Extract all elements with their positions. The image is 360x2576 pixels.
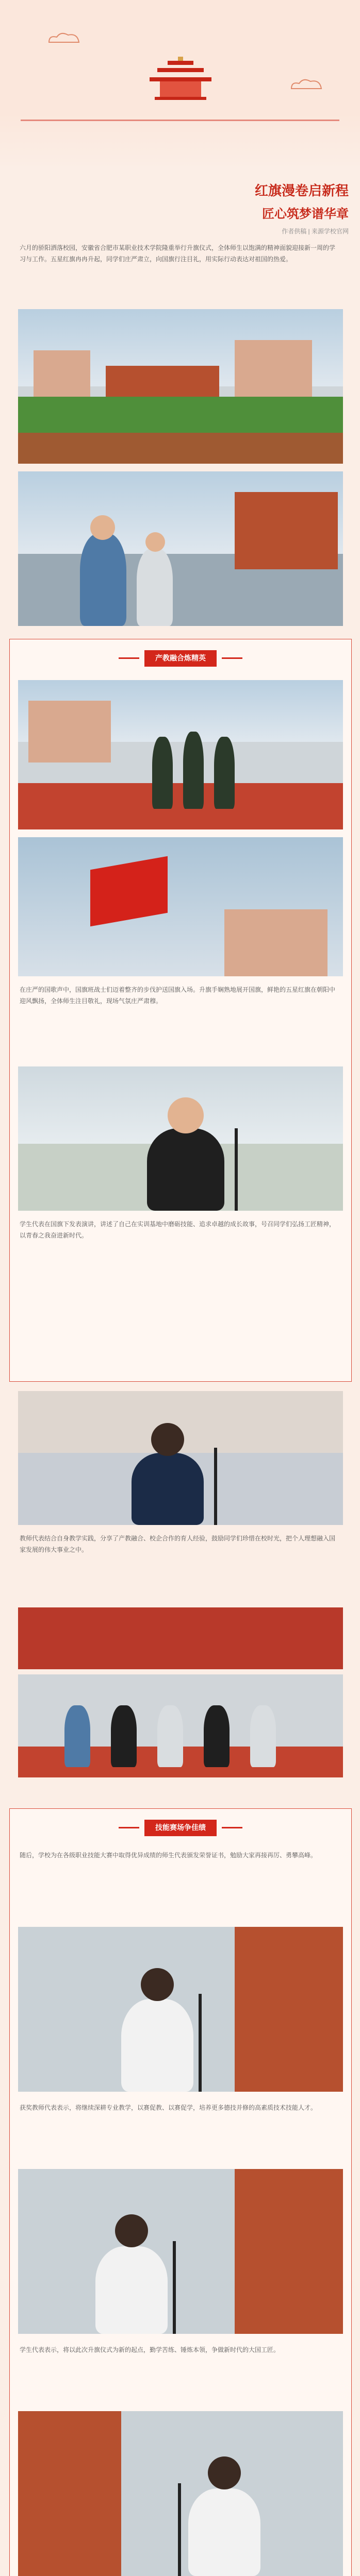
photo-flag-raising xyxy=(18,837,343,976)
cloud-icon xyxy=(46,31,83,46)
section2-para1: 随后，学校为在各级职业技能大赛中取得优异成绩的师生代表颁发荣誉证书，勉励大家再接再厉、勇攀高峰。 xyxy=(20,1852,317,1859)
photo-award-speaker-2 xyxy=(18,2169,343,2334)
photo-leaders xyxy=(18,471,343,626)
hero-banner xyxy=(0,0,360,170)
section2-para3: 学生代表表示，将以此次升旗仪式为新的起点，勤学苦练、锤炼本领，争做新时代的大国工匠。 xyxy=(20,2346,280,2353)
photo-award-group xyxy=(18,1674,343,1777)
section-title-2: 技能赛场争佳绩 xyxy=(144,1820,217,1836)
section1-para1: 在庄严的国歌声中，国旗班战士们迈着整齐的步伐护送国旗入场。升旗手娴熟地展开国旗，鲜艳的五星红旗在朝阳中迎风飘扬，全体师生注目敬礼，现场气氛庄严肃穆。 xyxy=(20,986,336,1005)
byline: 作者供稿 | 来源学校官网 xyxy=(282,228,349,235)
temple-icon xyxy=(139,57,222,108)
hero-title-line2: 匠心筑梦谱华章 xyxy=(262,207,349,221)
photo-flag-guard xyxy=(18,680,343,829)
photo-banner xyxy=(18,1607,343,1669)
intro-text: 六月的骄阳洒落校园，安徽省合肥市某职业技术学院隆重举行升旗仪式，全体师生以饱满的精神面貌迎接新一周的学习与工作。五星红旗冉冉升起，同学们庄严肃立，向国旗行注目礼，用实际行动表达对祖国的热爱。 xyxy=(20,244,336,263)
section1-para2: 学生代表在国旗下发表演讲，讲述了自己在实训基地中磨砺技能、追求卓越的成长故事，号召同学们弘扬工匠精神，以青春之我奋进新时代。 xyxy=(20,1221,336,1239)
photo-award-speaker-1 xyxy=(18,1927,343,2092)
hero-title-line1: 红旗漫卷启新程 xyxy=(254,183,349,199)
photo-student-speech xyxy=(18,1066,343,1211)
photo-campus-ceremony xyxy=(18,309,343,464)
section-title-1: 产教融合炼精英 xyxy=(144,650,217,667)
section1-para3: 教师代表结合自身教学实践，分享了产教融合、校企合作的育人经验，鼓励同学们珍惜在校时光，把个人理想融入国家发展的伟大事业之中。 xyxy=(20,1535,336,1553)
cloud-icon xyxy=(289,77,325,93)
photo-teacher-speech xyxy=(18,1391,343,1525)
section2-para2: 获奖教师代表表示，将继续深耕专业教学，以赛促教、以赛促学，培养更多德技并修的高素质技术技能人才。 xyxy=(20,2104,317,2111)
photo-award-speaker-3 xyxy=(18,2411,343,2576)
